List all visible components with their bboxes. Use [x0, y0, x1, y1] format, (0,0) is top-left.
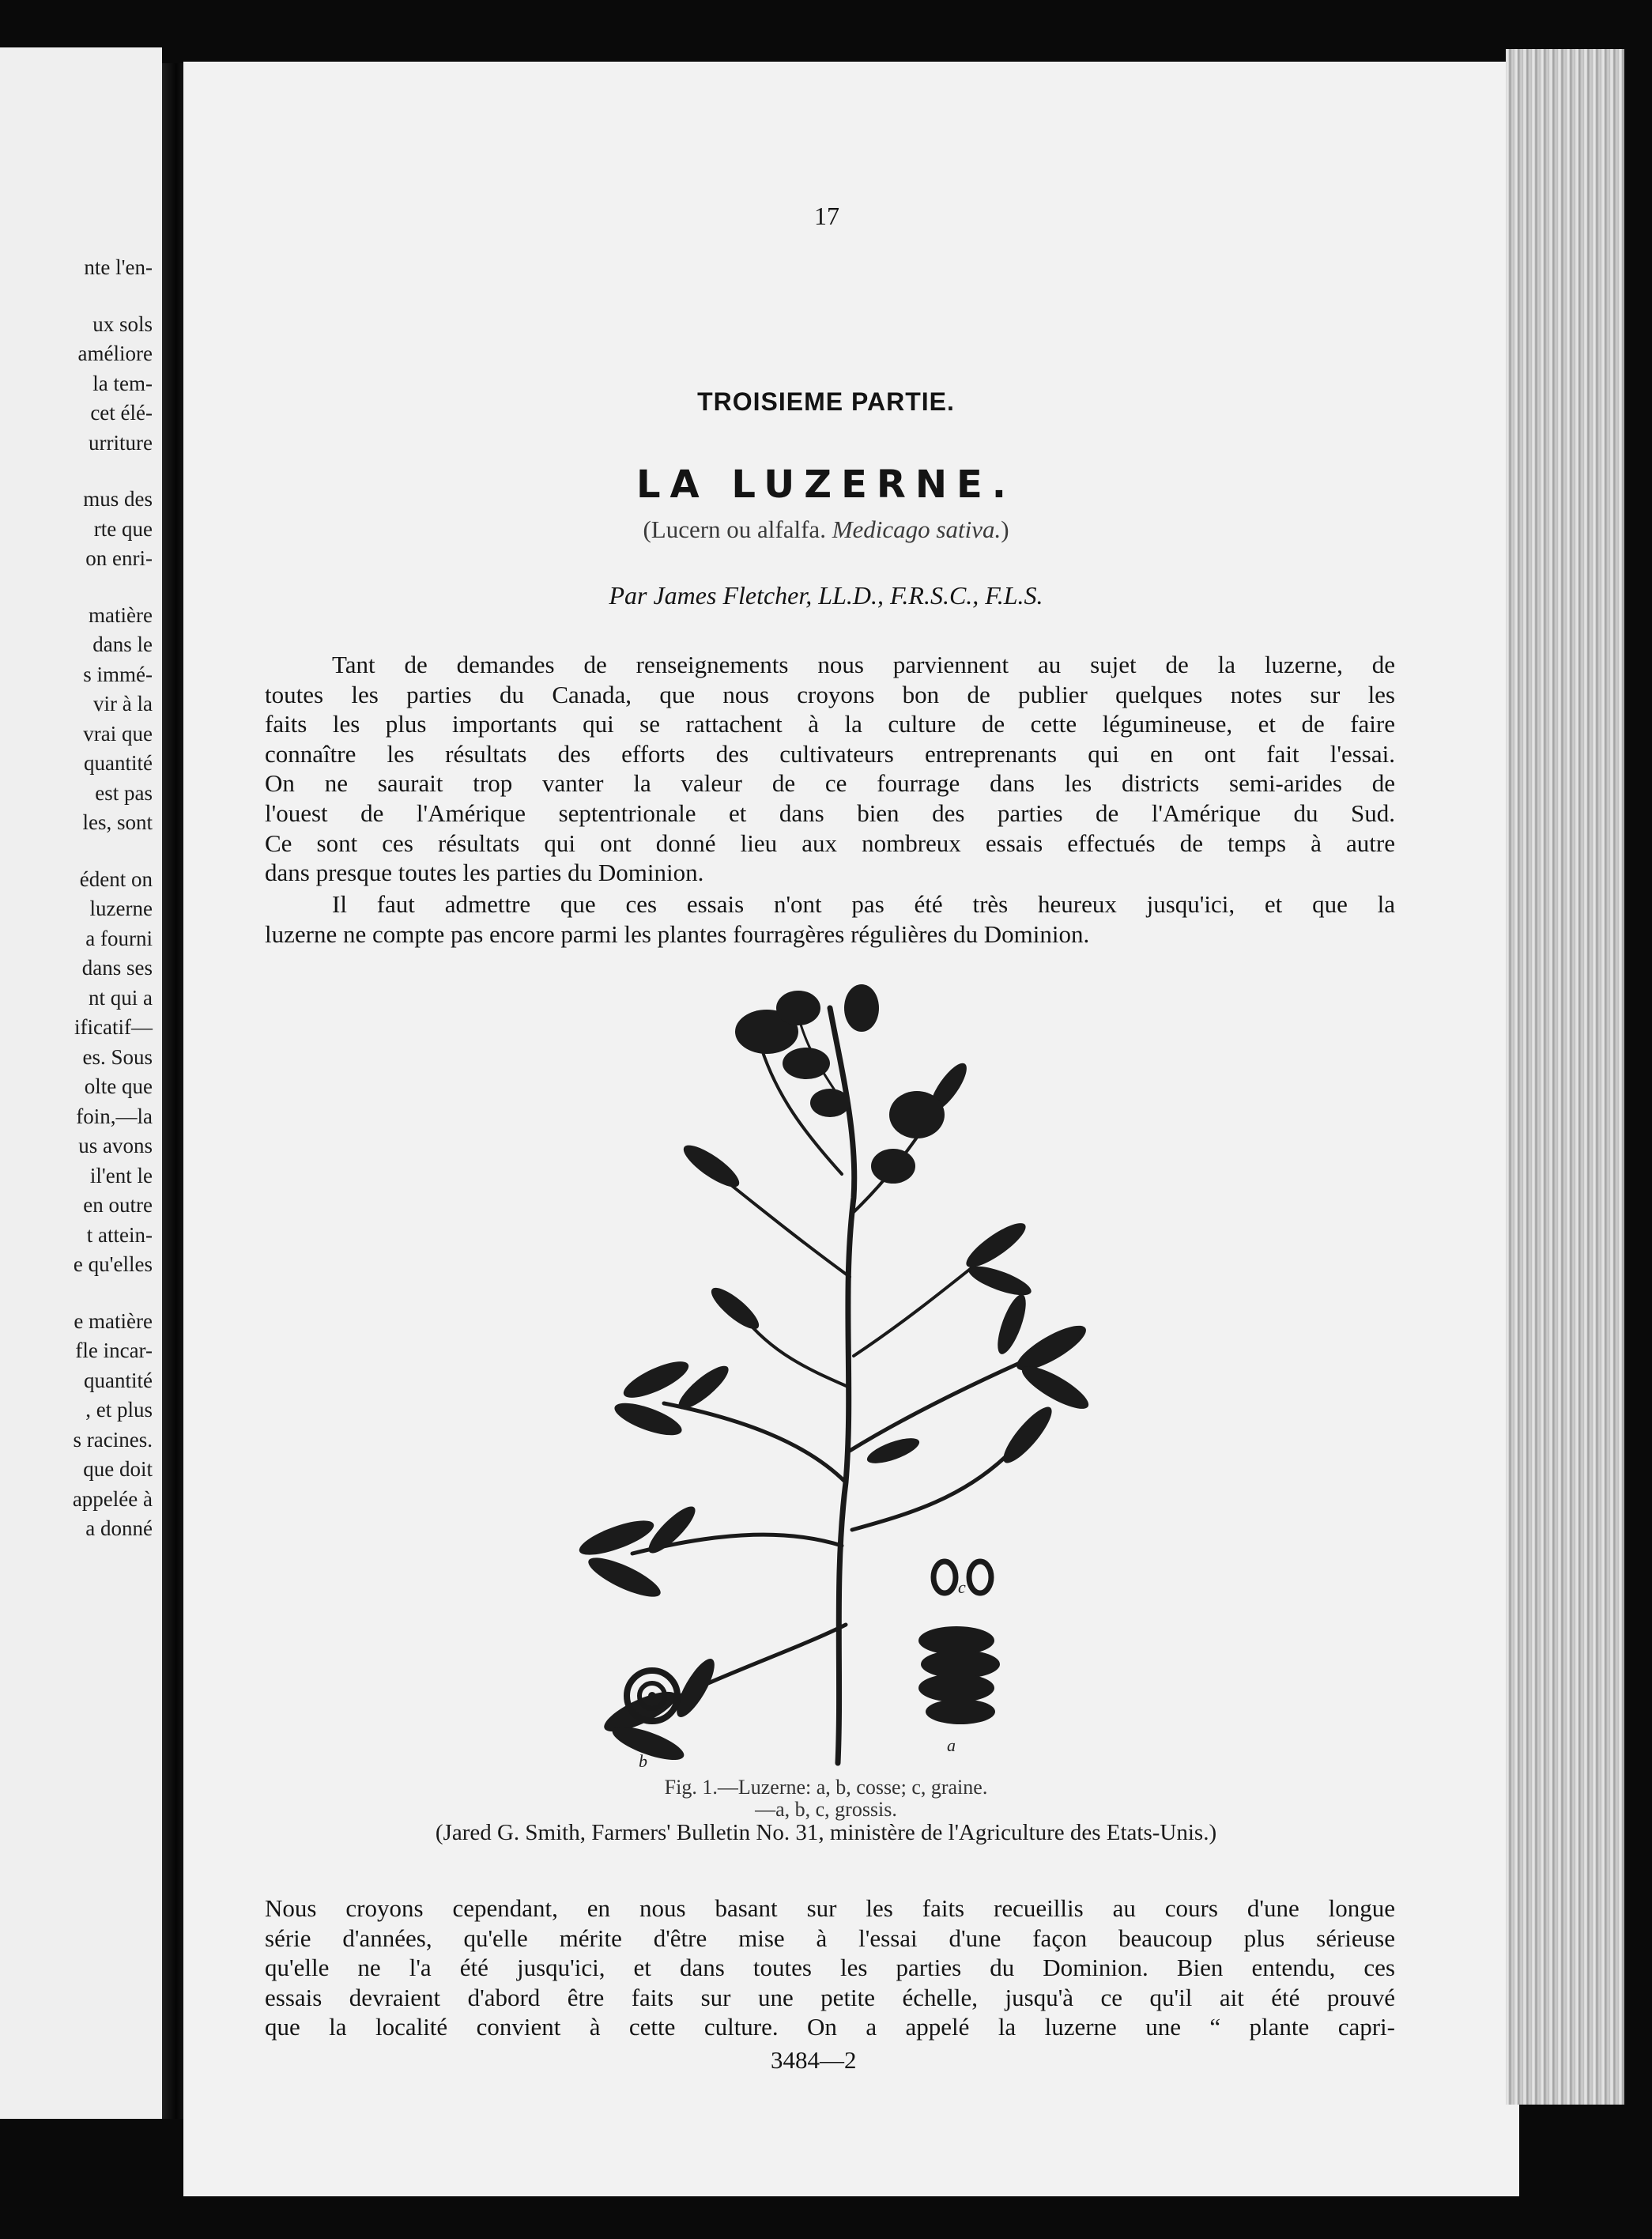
author-line: Par James Fletcher, LL.D., F.R.S.C., F.L.S.: [609, 581, 1043, 610]
left-text-line: fle incar-: [75, 1338, 153, 1362]
figure-label-a: a: [947, 1735, 956, 1755]
left-text-line: [0, 1280, 153, 1307]
left-text-line: a donné: [85, 1516, 153, 1540]
left-text-line: améliore: [77, 342, 153, 365]
text-line: luzerne ne compte pas encore parmi les plantes fourragères régulières du Dominion.: [265, 919, 1090, 948]
text-line: On ne saurait trop vanter la valeur de ce fourrage dans les districts semi-arides de: [265, 769, 1395, 798]
left-page-text: [0, 253, 153, 1544]
paragraph-1: [265, 650, 1395, 888]
figure-caption-line-2: —a, b, c, grossis.: [755, 1798, 897, 1821]
left-text-line: es. Sous: [82, 1044, 153, 1069]
paragraph-3: [265, 1894, 1395, 2042]
left-text-line: il'ent le: [89, 1163, 153, 1187]
left-text-line: cet élé-: [90, 401, 153, 425]
pod-a-icon: [918, 1626, 1000, 1724]
text-line: faits les plus importants qui se rattachent à la culture de cette légumineuse, et de faire: [265, 710, 1395, 738]
subtitle-plain: (Lucern ou alfalfa.: [643, 515, 826, 543]
left-text-line: matière: [89, 602, 153, 627]
text-line: série d'années, qu'elle mérite d'être mise à l'essai d'une façon beaucoup plus sérieuse: [265, 1924, 1395, 1952]
left-text-line: la tem-: [92, 371, 153, 395]
part-title: TROISIEME PARTIE.: [697, 387, 955, 416]
left-text-line: e matière: [74, 1308, 153, 1333]
subtitle-latin-name: Medicago sativa.: [832, 515, 1001, 543]
left-text-line: us avons: [78, 1134, 153, 1157]
left-text-line: édent on: [79, 867, 153, 891]
left-text-line: vir à la: [93, 692, 153, 715]
left-text-line: [0, 283, 153, 310]
left-text-line: t attein-: [86, 1222, 153, 1247]
main-title: LA LUZERNE.: [636, 463, 1016, 507]
text-line: toutes les parties du Canada, que nous croyons bon de publier quelques notes sur les: [265, 680, 1395, 708]
left-text-line: quantité: [84, 751, 153, 775]
alfalfa-illustration: [569, 976, 1122, 1775]
text-line: l'ouest de l'Amérique septentrionale et dans bien des parties de l'Amérique du Sud.: [265, 799, 1395, 827]
left-text-line: ux sols: [92, 311, 153, 336]
left-text-line: olte que: [84, 1074, 153, 1098]
left-text-line: les, sont: [82, 810, 153, 834]
text-line: qu'elle ne l'a été jusqu'ici, et dans toutes les parties du Dominion. Bien entendu, ces: [265, 1954, 1395, 1982]
text-line: Tant de demandes de renseignements nous parviennent au sujet de la luzerne, de: [332, 651, 1395, 678]
left-text-line: rte que: [93, 516, 153, 541]
left-text-line: a fourni: [85, 926, 153, 950]
left-text-line: s racines.: [73, 1427, 153, 1452]
text-line: essais devraient d'abord être faits sur une petite échelle, jusqu'à ce qu'il ait été prouvé: [265, 1983, 1395, 2011]
left-text-line: quantité: [84, 1368, 153, 1392]
text-line: Nous croyons cependant, en nous basant sur les faits recueillis au cours d'une longue: [265, 1894, 1395, 1922]
left-text-line: urriture: [89, 430, 153, 455]
text-line: que la localité convient à cette culture. On a appelé la luzerne une “ plante capri-: [265, 2013, 1395, 2041]
left-text-line: que doit: [83, 1457, 153, 1481]
text-line: Ce sont ces résultats qui ont donné lieu aux nombreux essais effectués de temps à autre: [265, 829, 1395, 857]
left-text-line: dans ses: [81, 956, 153, 980]
printer-signature: 3484—2: [771, 2046, 857, 2074]
left-text-line: e qu'elles: [73, 1252, 153, 1276]
left-text-line: dans le: [92, 632, 153, 656]
text-line: dans presque toutes les parties du Dominion.: [265, 859, 704, 887]
left-text-line: , et plus: [85, 1398, 153, 1422]
subtitle-close: ): [1001, 515, 1009, 543]
left-text-line: en outre: [83, 1193, 153, 1217]
page-number: 17: [814, 202, 839, 230]
figure-caption-source: (Jared G. Smith, Farmers' Bulletin No. 31, ministère de l'Agriculture des Etats-Unis.): [435, 1820, 1217, 1845]
paragraph-2: [265, 889, 1395, 949]
left-text-line: luzerne: [89, 897, 153, 920]
left-text-line: est pas: [95, 780, 153, 805]
subtitle: [0, 515, 1652, 544]
left-text-line: nte l'en-: [84, 255, 153, 279]
figure-caption-line-1: Fig. 1.—Luzerne: a, b, cosse; c, graine.: [664, 1776, 988, 1799]
figure-label-c: c: [958, 1577, 966, 1597]
figure-label-b: b: [639, 1751, 647, 1771]
left-text-line: mus des: [83, 487, 153, 511]
left-text-line: s immé-: [83, 662, 153, 686]
text-line: connaître les résultats des efforts des cultivateurs entreprenants qui en ont fait l'essai.: [265, 739, 1395, 768]
text-line: Il faut admettre que ces essais n'ont pas été très heureux jusqu'ici, et que la: [332, 890, 1395, 918]
left-text-line: vrai que: [83, 721, 153, 746]
left-text-line: ificatif—: [74, 1015, 153, 1039]
left-text-line: foin,—la: [76, 1104, 153, 1128]
left-text-line: on enri-: [85, 546, 153, 570]
left-text-line: [0, 838, 153, 865]
left-text-line: nt qui a: [89, 985, 153, 1010]
left-text-line: appelée à: [72, 1486, 153, 1511]
